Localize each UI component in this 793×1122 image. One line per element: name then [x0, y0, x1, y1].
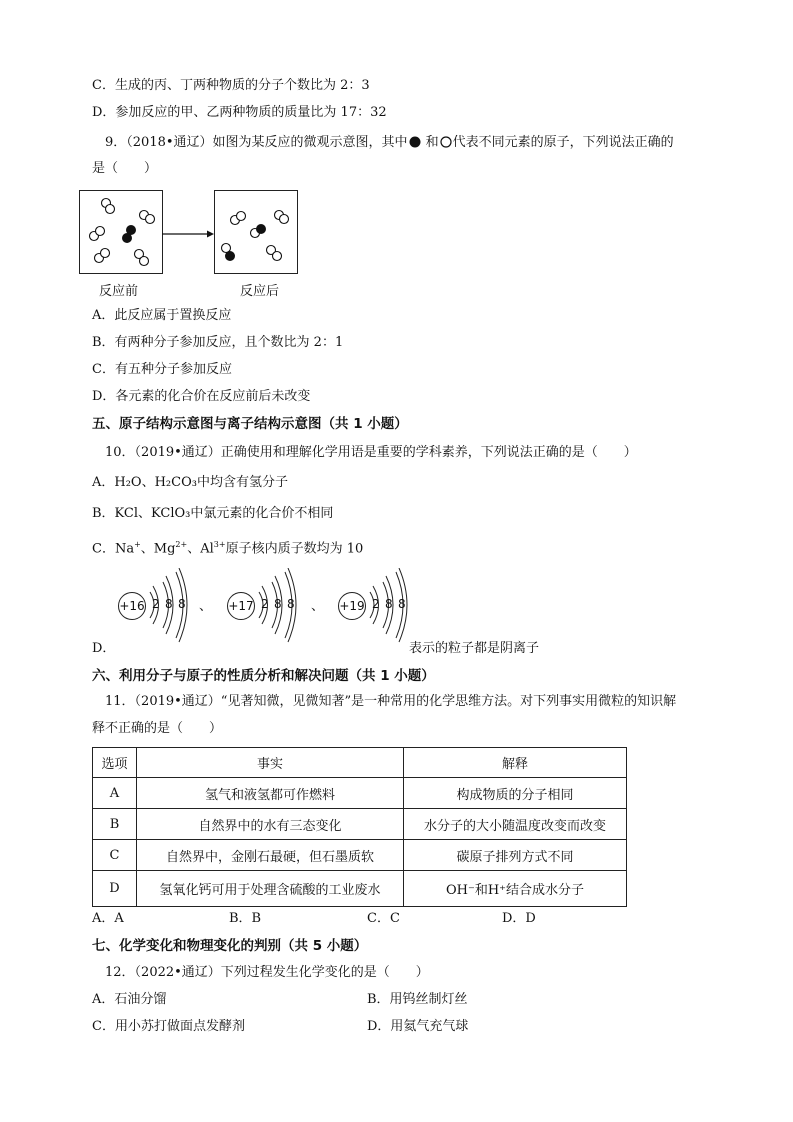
q12-option-a: A．石油分馏	[92, 992, 167, 1007]
q9-option-a: A．此反应属于置换反应	[92, 308, 232, 323]
row-c-explanation: 碳原子排列方式不同	[404, 840, 627, 871]
molecules-before-diagram	[80, 191, 162, 273]
row-c-option: C	[93, 840, 137, 871]
row-d-fact: 氢氧化钙可用于处理含硫酸的工业废水	[137, 871, 404, 907]
atom-separator-2: 、	[311, 599, 325, 614]
shell-3-3: 8	[398, 597, 406, 611]
q10-option-c	[92, 536, 363, 558]
shell-3-1: 2	[372, 597, 380, 611]
q9-option-d: D．各元素的化合价在反应前后未改变	[92, 389, 311, 404]
shell-2-1: 2	[261, 597, 269, 611]
shell-3-2: 8	[385, 597, 393, 611]
shell-1-2: 8	[165, 597, 173, 611]
q12-option-b: B．用钨丝制灯丝	[367, 992, 468, 1007]
row-a-fact: 氢气和液氢都可作燃料	[137, 778, 404, 809]
q8-option-d: D．参加反应的甲、乙两种物质的质量比为 17：32	[92, 105, 387, 120]
section-7-title: 七、化学变化和物理变化的判别（共 5 小题）	[92, 938, 368, 954]
shell-2-2: 8	[274, 597, 282, 611]
caption-after: 反应后	[240, 284, 280, 299]
q11-answer-c: C．C	[367, 911, 400, 926]
q9-stem	[105, 134, 674, 152]
molecules-after-diagram	[215, 191, 297, 273]
row-b-option: B	[93, 809, 137, 840]
table-row	[93, 871, 627, 907]
q10-c-mg-charge: 2+	[175, 540, 188, 549]
q10-c-al-charge: 3+	[213, 540, 226, 549]
q10-option-a: A．H₂O、H₂CO₃中均含有氢分子	[92, 475, 288, 490]
q9-stem-post: 代表不同元素的原子，下列说法正确的	[452, 135, 674, 150]
q11-stem-line2: 释不正确的是（ ）	[92, 721, 223, 736]
table-row	[93, 809, 627, 840]
q11-answer-b: B．B	[229, 911, 262, 926]
q9-option-c: C．有五种分子参加反应	[92, 362, 232, 377]
nucleus-2: +17	[227, 592, 255, 620]
q11-answer-a: A．A	[92, 911, 124, 926]
atom-diagram-1	[118, 568, 198, 644]
caption-before: 反应前	[99, 284, 139, 299]
q10-c-mg: 、Mg	[140, 541, 176, 557]
q10-c-na-charge: +	[134, 540, 141, 549]
white-atom-icon	[439, 136, 453, 150]
atom-separator-1: 、	[199, 599, 213, 614]
q11-answer-d: D．D	[502, 911, 536, 926]
row-a-explanation: 构成物质的分子相同	[404, 778, 627, 809]
q12-stem: 12．（2022•通辽）下列过程发生化学变化的是（ ）	[105, 965, 429, 980]
q8-option-c: C．生成的丙、丁两种物质的分子个数比为 2：3	[92, 78, 370, 93]
q10-stem: 10．（2019•通辽）正确使用和理解化学用语是重要的学科素养，下列说法正确的是（ ）	[105, 445, 637, 460]
q10-c-tail: 原子核内质子数均为 10	[225, 541, 364, 557]
q9-stem-mid: 和	[421, 135, 439, 150]
q9-stem-pre: 9．（2018•通辽）如图为某反应的微观示意图，其中	[105, 135, 408, 150]
section-6-title: 六、利用分子与原子的性质分析和解决问题（共 1 小题）	[92, 668, 435, 684]
q10-c-na: C．Na	[92, 541, 135, 557]
q9-stem-line2: 是（ ）	[92, 161, 158, 176]
q12-option-d: D．用氦气充气球	[367, 1019, 469, 1034]
shell-1-3: 8	[178, 597, 186, 611]
nucleus-1: +16	[118, 592, 146, 620]
reaction-arrow-icon	[161, 228, 215, 240]
table-row	[93, 778, 627, 809]
q11-table	[92, 747, 627, 907]
atom-diagram-2	[227, 568, 307, 644]
row-c-fact: 自然界中，金刚石最硬，但石墨质软	[137, 840, 404, 871]
shell-1-1: 2	[152, 597, 160, 611]
section-5-title: 五、原子结构示意图与离子结构示意图（共 1 小题）	[92, 416, 408, 432]
q11-stem-line1: 11．（2019•通辽）“见著知微，见微知著”是一种常用的化学思维方法。对下列事实用微粒的知识解	[105, 694, 677, 709]
table-row	[93, 840, 627, 871]
header-explanation: 解释	[404, 748, 627, 778]
header-fact: 事实	[137, 748, 404, 778]
shell-2-3: 8	[287, 597, 295, 611]
q10-option-d-label: D．	[92, 641, 116, 656]
q10-option-d-text: 表示的粒子都是阴离子	[409, 641, 540, 656]
q12-option-c: C．用小苏打做面点发酵剂	[92, 1019, 245, 1034]
black-atom-icon	[408, 136, 422, 150]
reaction-before-box	[79, 190, 163, 274]
header-option: 选项	[93, 748, 137, 778]
q9-option-b: B．有两种分子参加反应，且个数比为 2：1	[92, 335, 344, 350]
row-b-explanation: 水分子的大小随温度改变而改变	[404, 809, 627, 840]
q10-option-b: B．KCl、KClO₃中氯元素的化合价不相同	[92, 506, 334, 521]
q10-c-al: 、Al	[187, 541, 214, 557]
row-a-option: A	[93, 778, 137, 809]
table-header-row	[93, 748, 627, 778]
atom-diagram-3	[338, 568, 418, 644]
reaction-after-box	[214, 190, 298, 274]
row-b-fact: 自然界中的水有三态变化	[137, 809, 404, 840]
nucleus-3: +19	[338, 592, 366, 620]
row-d-option: D	[93, 871, 137, 907]
row-d-explanation: OH⁻和H⁺结合成水分子	[404, 871, 627, 907]
